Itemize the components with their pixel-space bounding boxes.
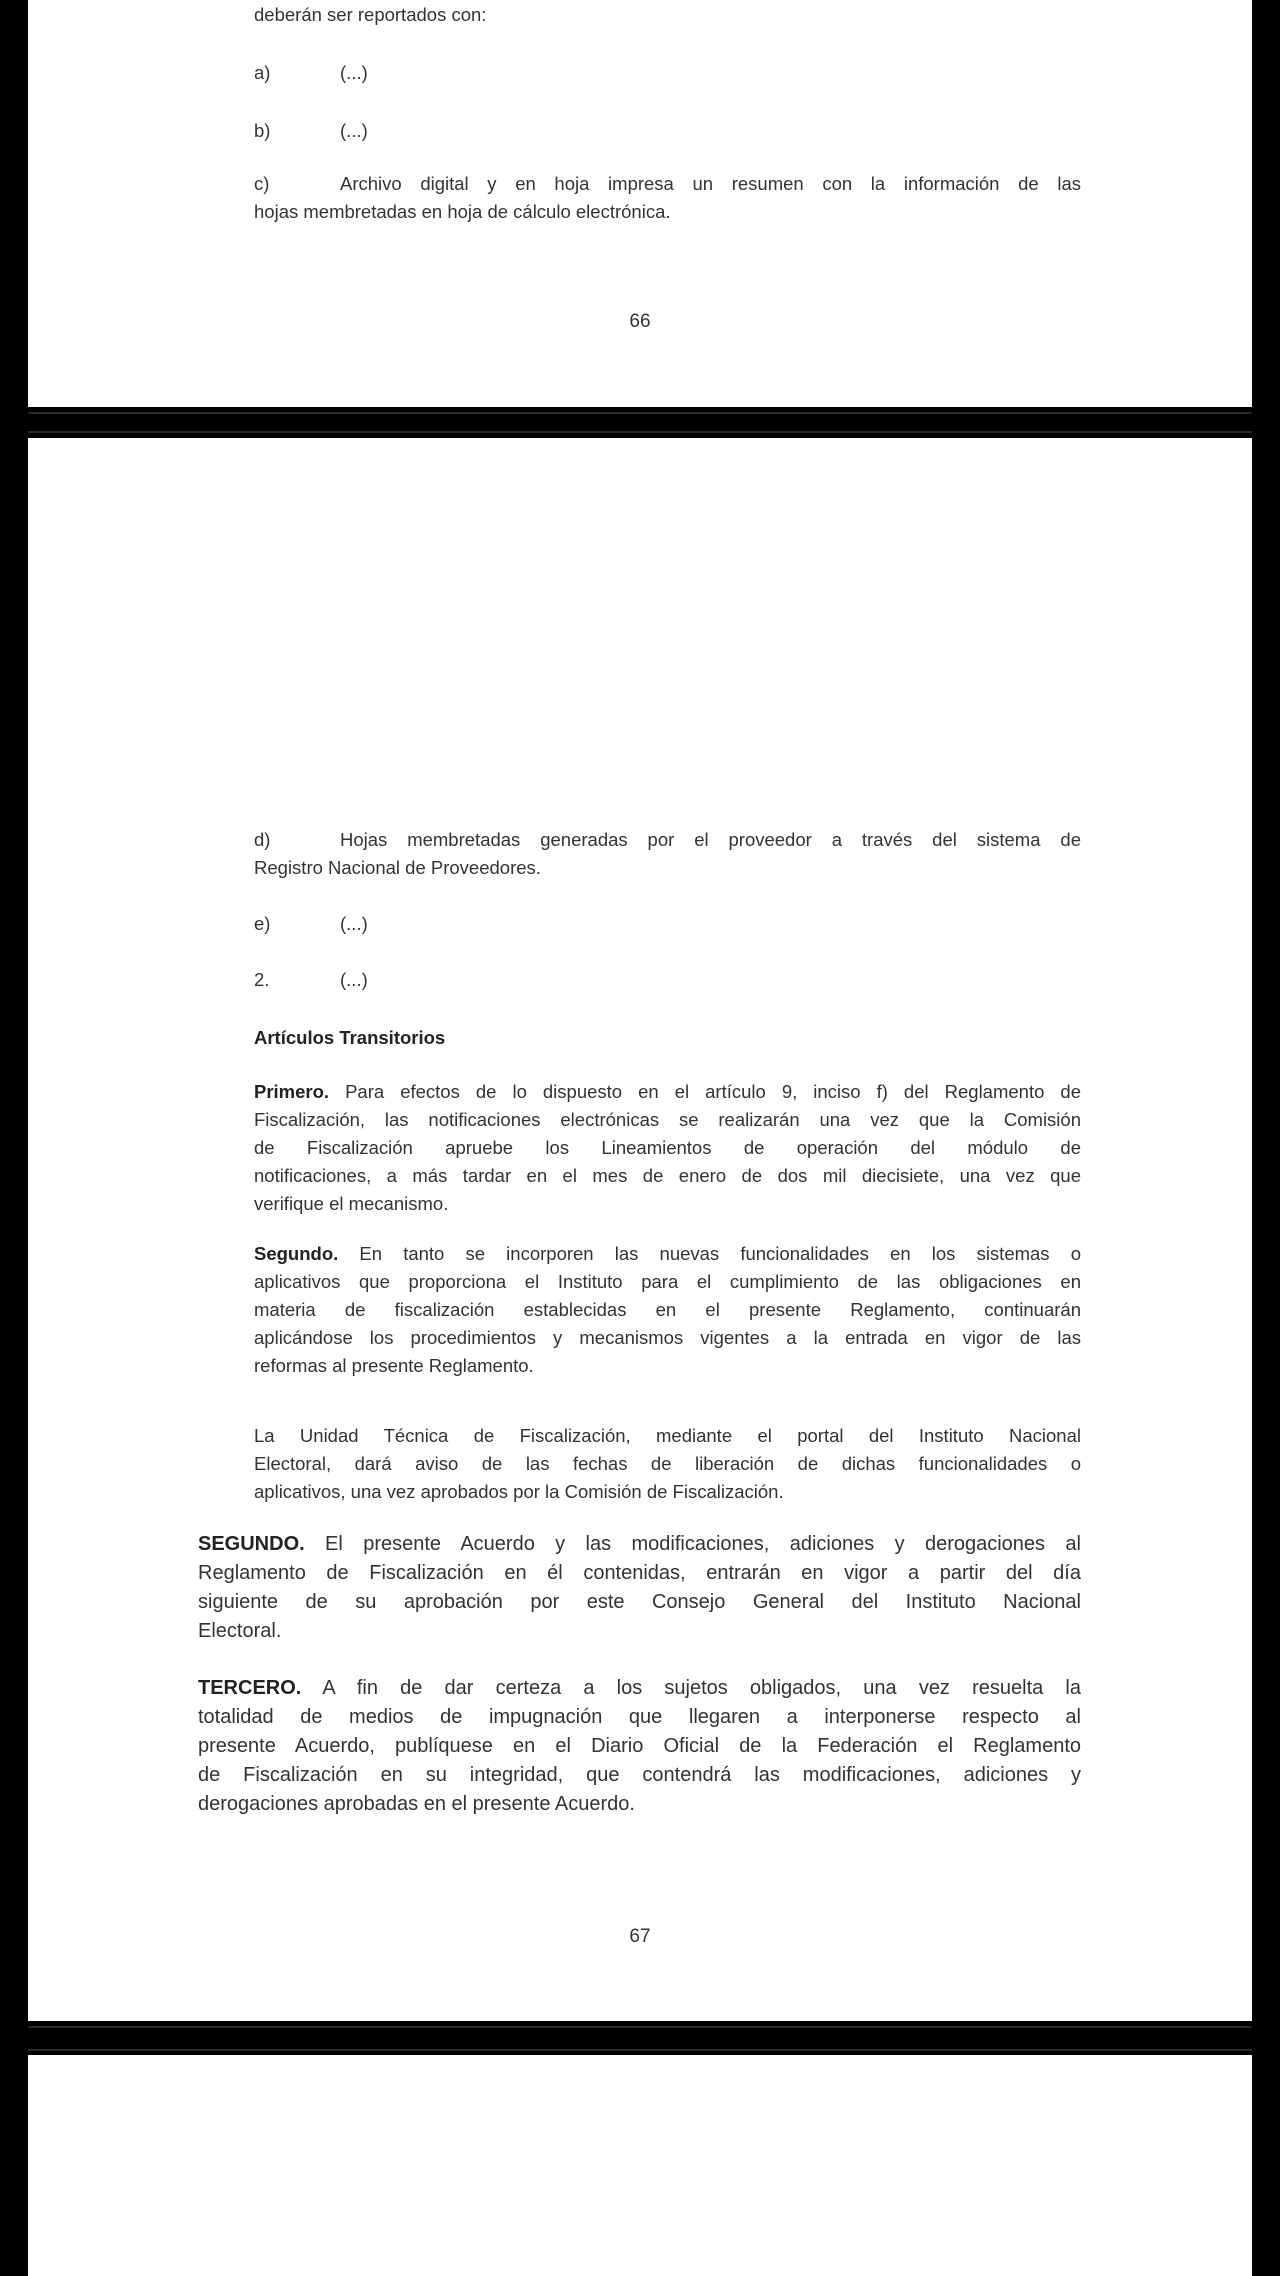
paragraph-lead: Primero.	[254, 1081, 330, 1102]
page-gap-divider	[28, 2026, 1252, 2028]
list-label: a)	[254, 62, 271, 83]
list-label: b)	[254, 120, 271, 141]
resolutivo-segundo: SEGUNDO. El presente Acuerdo y las modificaciones, adiciones y derogaciones al Reglamento de Fiscalización en él contenidas, entrarán en vigor a partir del día siguiente de su aprobación por este Consejo General del Instituto Nacional Electoral.	[198, 1533, 1081, 1642]
intro-line: deberán ser reportados con:	[254, 4, 487, 25]
page-number: 66	[629, 311, 651, 332]
page-gap-divider	[28, 412, 1252, 414]
list-label: 2.	[254, 969, 270, 990]
section-heading: Artículos Transitorios	[254, 1027, 446, 1048]
list-text: (...)	[340, 120, 368, 141]
list-label: e)	[254, 913, 271, 934]
list-item-d	[254, 826, 1081, 882]
transitorio-segundo: Segundo. En tanto se incorporen las nuevas funcionalidades en los sistemas o aplicativos que proporciona el Instituto para el cumplimiento de las obligaciones en materia de fiscalización establecidas en el presente Reglamento, continuarán aplicándose los procedimientos y mecanismos vigentes a la entrada en vigor de las reformas al presente Reglamento.	[254, 1243, 1081, 1376]
page-number: 67	[629, 1926, 651, 1947]
list-text-line: Hojas membretadas generadas por el proveedor a través del sistema de	[340, 829, 1081, 850]
list-text-line: hojas membretadas en hoja de cálculo electrónica.	[254, 201, 671, 222]
document-page-68	[28, 2055, 1252, 2276]
list-label: c)	[254, 173, 270, 194]
document-page-66	[28, 0, 1252, 407]
page-gap-divider	[28, 2049, 1252, 2051]
paragraph-lead: TERCERO.	[198, 1677, 302, 1699]
resolutivo-tercero: TERCERO. A fin de dar certeza a los sujetos obligados, una vez resuelta la totalidad de medios de impugnación que llegaren a interponerse respecto al presente Acuerdo, publíquese en el Diario Oficial de la Federación el Reglamento de Fiscalización en su integridad, que contendrá las modificaciones, adiciones y derogaciones aprobadas en el presente Acuerdo.	[198, 1677, 1081, 1815]
list-text-line: Archivo digital y en hoja impresa un resumen con la información de las	[340, 173, 1081, 194]
paragraph-lead: SEGUNDO.	[198, 1533, 305, 1555]
list-label: d)	[254, 829, 271, 850]
list-text: (...)	[340, 913, 368, 934]
list-item-b	[254, 120, 368, 142]
paragraph-lead: Segundo.	[254, 1243, 339, 1264]
list-text: (...)	[340, 62, 368, 83]
list-text: (...)	[340, 969, 368, 990]
document-page-67	[28, 438, 1252, 2021]
list-item-a	[254, 62, 368, 84]
list-item-c	[254, 170, 1081, 226]
transitorio-paragraph: La Unidad Técnica de Fiscalización, mediante el portal del Instituto Nacional Electoral, dará aviso de las fechas de liberación de dichas funcionalidades o aplicativos, una vez aprobados por la Comisión de Fiscalización.	[254, 1425, 1081, 1502]
list-item-e	[254, 913, 368, 935]
list-text-line: Registro Nacional de Proveedores.	[254, 857, 541, 878]
transitorio-primero: Primero. Para efectos de lo dispuesto en el artículo 9, inciso f) del Reglamento de Fiscalización, las notificaciones electrónicas se realizarán una vez que la Comisión de Fiscalización apruebe los Lineamientos de operación del módulo de notificaciones, a más tardar en el mes de enero de dos mil diecisiete, una vez que verifique el mecanismo.	[254, 1081, 1081, 1214]
page-gap-divider	[28, 431, 1252, 433]
list-item-2	[254, 969, 368, 991]
